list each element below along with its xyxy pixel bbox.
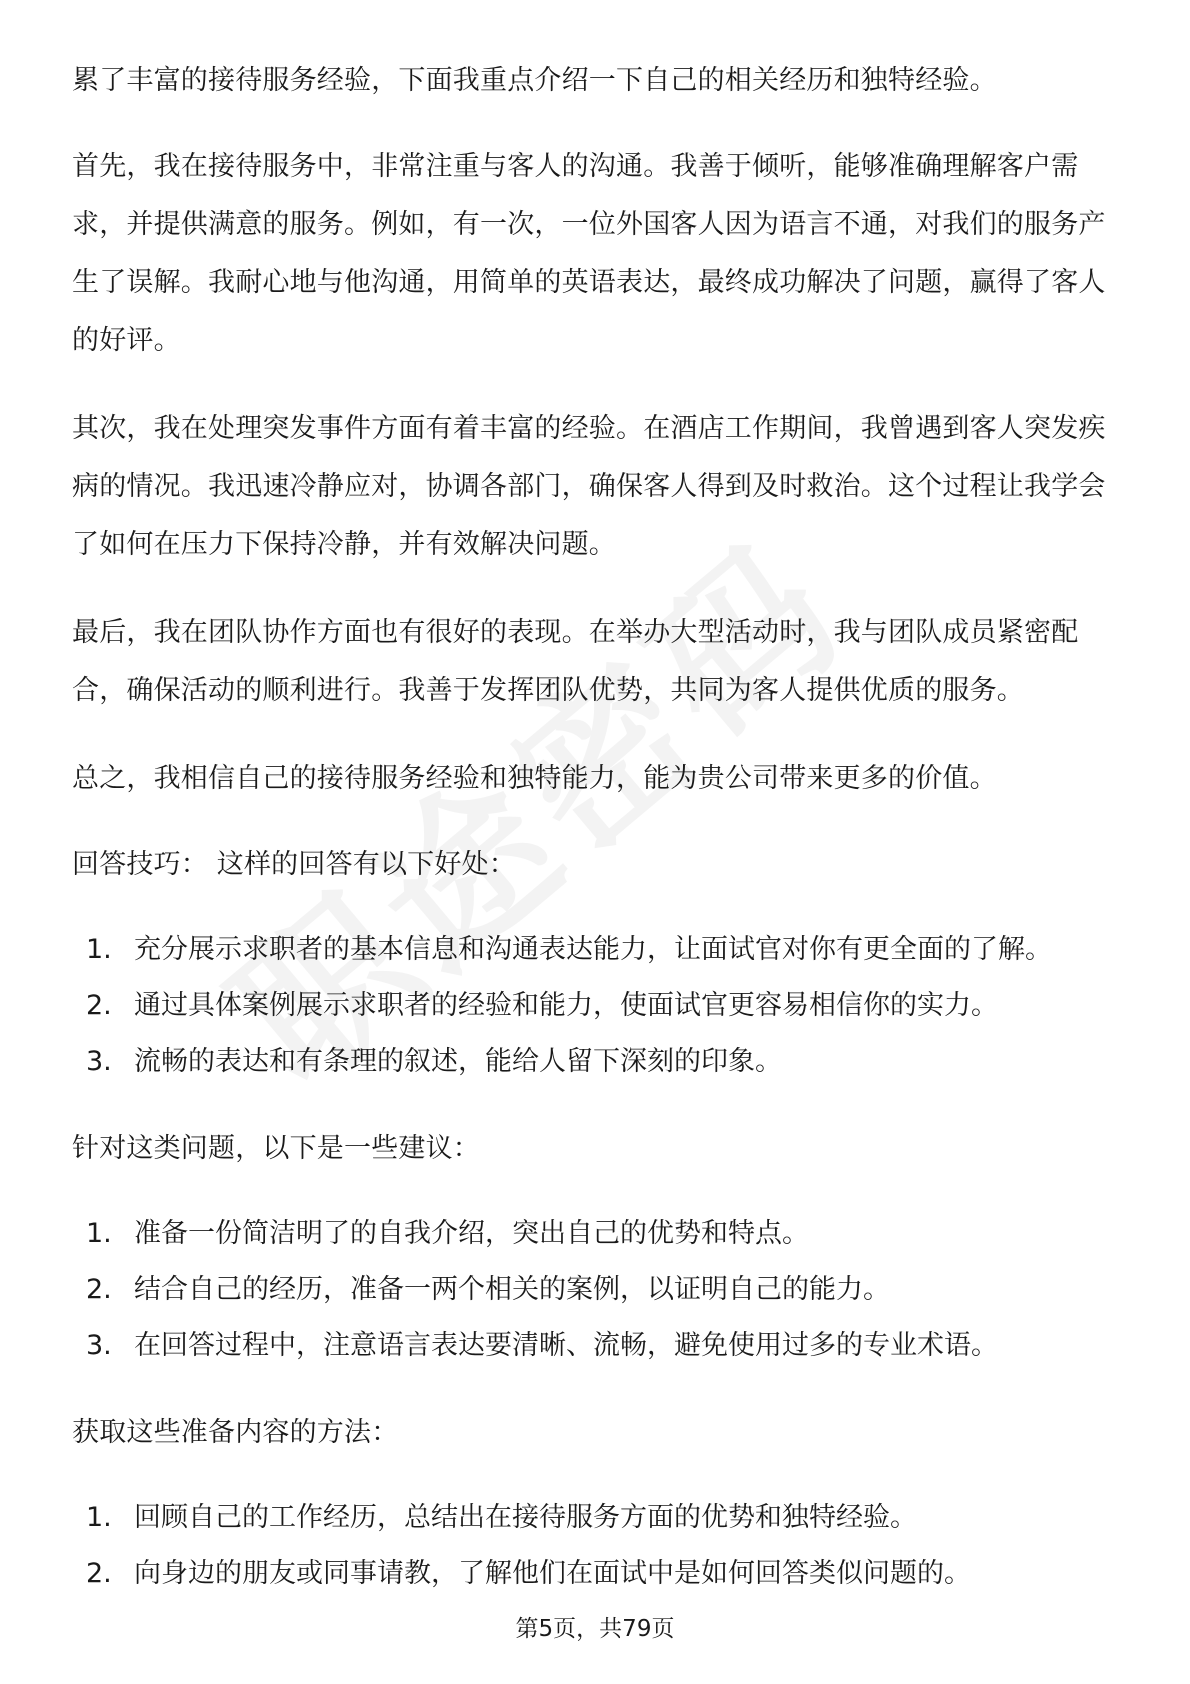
methods-heading: 获取这些准备内容的方法： <box>72 1417 399 1448</box>
suggestions-heading: 针对这类问题，以下是一些建议： <box>72 1133 480 1164</box>
list-number: 3. <box>86 1330 112 1361</box>
list-item <box>72 1206 1122 1262</box>
list-text: 充分展示求职者的基本信息和沟通表达能力，让面试官对你有更全面的了解。 <box>134 934 1052 965</box>
list-text: 在回答过程中，注意语言表达要清晰、流畅，避免使用过多的专业术语。 <box>134 1330 998 1361</box>
list-text: 流畅的表达和有条理的叙述，能给人留下深刻的印象。 <box>134 1046 782 1077</box>
list-number: 2. <box>86 990 112 1021</box>
list-text: 回顾自己的工作经历，总结出在接待服务方面的优势和独特经验。 <box>134 1502 917 1533</box>
tips-list <box>72 922 1122 1090</box>
list-number: 3. <box>86 1046 112 1077</box>
paragraph-intro-continuation: 累了丰富的接待服务经验，下面我重点介绍一下自己的相关经历和独特经验。 <box>72 65 997 96</box>
list-item <box>72 1262 1122 1318</box>
page-number-footer: 第5页，共79页 <box>515 1616 675 1642</box>
paragraph-communication: 首先，我在接待服务中，非常注重与客人的沟通。我善于倾听，能够准确理解客户需求，并提供满意的服务。例如，有一次，一位外国客人因为语言不通，对我们的服务产生了误解。我耐心地与他沟通，用简单的英语表达，最终成功解决了问题，赢得了客人的好评。 <box>72 151 1106 356</box>
document-body <box>72 52 1122 1632</box>
list-item <box>72 1318 1122 1374</box>
list-item <box>72 922 1122 978</box>
paragraph-teamwork: 最后，我在团队协作方面也有很好的表现。在举办大型活动时，我与团队成员紧密配合，确保活动的顺利进行。我善于发挥团队优势，共同为客人提供优质的服务。 <box>72 617 1079 706</box>
list-item <box>72 1546 1122 1602</box>
list-text: 准备一份简洁明了的自我介绍，突出自己的优势和特点。 <box>134 1218 809 1249</box>
list-number: 1. <box>86 1218 112 1249</box>
list-text: 向身边的朋友或同事请教，了解他们在面试中是如何回答类似问题的。 <box>134 1558 971 1589</box>
list-item <box>72 978 1122 1034</box>
list-text: 结合自己的经历，准备一两个相关的案例，以证明自己的能力。 <box>134 1274 890 1305</box>
tips-heading: 回答技巧： 这样的回答有以下好处： <box>72 849 516 880</box>
suggestions-list <box>72 1206 1122 1374</box>
list-item <box>72 1490 1122 1546</box>
list-number: 1. <box>86 934 112 965</box>
list-item <box>72 1034 1122 1090</box>
list-number: 2. <box>86 1274 112 1305</box>
paragraph-conclusion: 总之，我相信自己的接待服务经验和独特能力，能为贵公司带来更多的价值。 <box>72 763 997 794</box>
list-text: 通过具体案例展示求职者的经验和能力，使面试官更容易相信你的实力。 <box>134 990 998 1021</box>
methods-list <box>72 1490 1122 1602</box>
list-number: 1. <box>86 1502 112 1533</box>
paragraph-emergency: 其次，我在处理突发事件方面有着丰富的经验。在酒店工作期间，我曾遇到客人突发疾病的情况。我迅速冷静应对，协调各部门，确保客人得到及时救治。这个过程让我学会了如何在压力下保持冷静，并有效解决问题。 <box>72 413 1106 560</box>
list-number: 2. <box>86 1558 112 1589</box>
